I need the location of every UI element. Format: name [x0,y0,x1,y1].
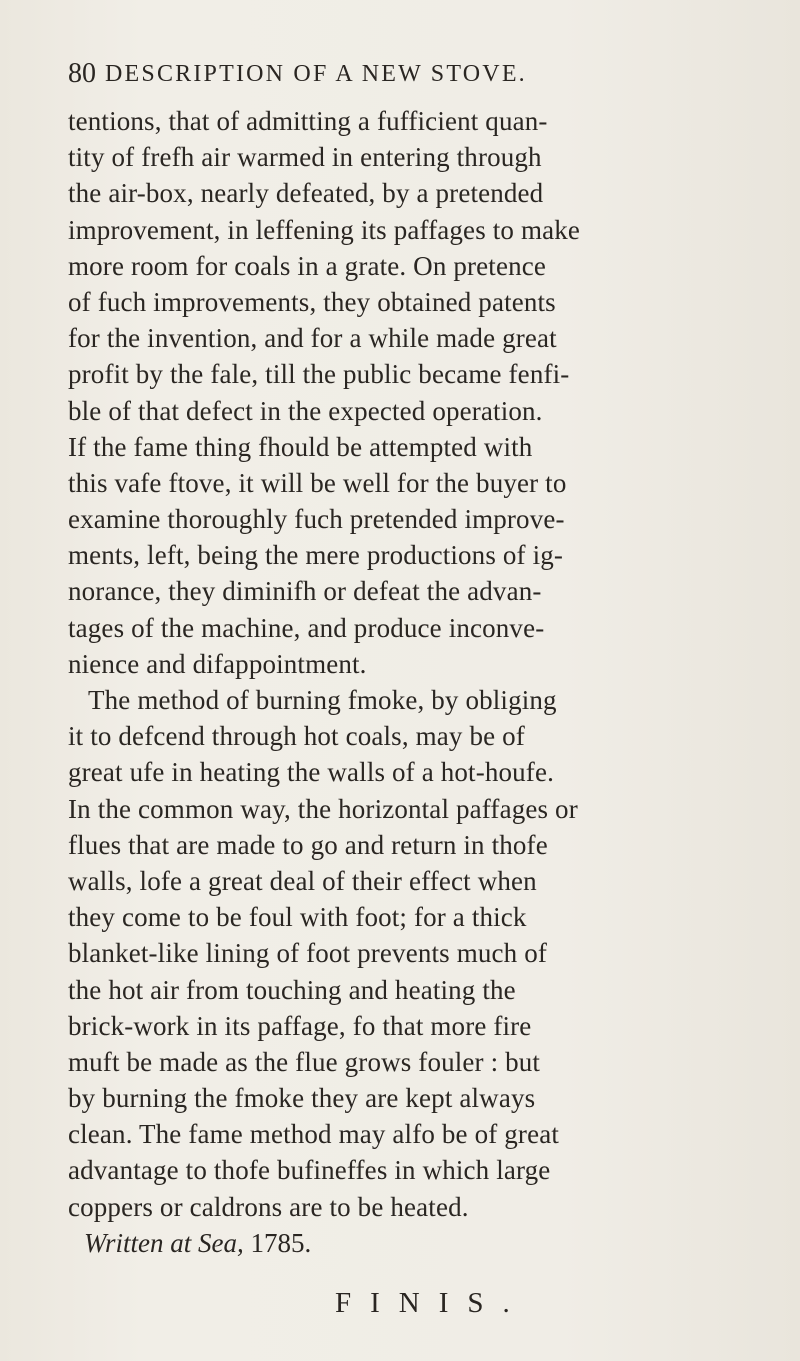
text-line: the air-box, nearly defeated, by a pretended [68,178,544,209]
running-head [68,58,748,98]
text-line: of fuch improvements, they obtained patents [68,286,556,317]
text-line: muft be made as the flue grows fouler : but [68,1046,541,1077]
text-line: examine thoroughly fuch pretended improve- [68,504,565,535]
text-line: flues that are made to go and return in thofe [68,829,548,860]
body-text [68,103,758,1261]
text-line: ble of that defect in the expected operation. [68,395,543,426]
signoff-year: 1785. [243,1227,312,1258]
text-line: If the fame thing fhould be attempted with [68,431,533,462]
page-number: 80 [68,58,96,89]
text-line: nience and difappointment. [68,648,367,679]
text-line: improvement, in leffening its paffages to make [68,214,581,245]
text-line: brick-work in its paffage, fo that more fire [68,1010,532,1041]
text-line: tages of the machine, and produce inconve- [68,612,545,643]
signoff [68,1225,758,1261]
text-line: for the invention, and for a while made great [68,323,557,354]
text-line: by burning the fmoke they are kept always [68,1083,536,1114]
text-line: blanket-like lining of foot prevents much of [68,938,547,969]
text-line: The method of burning fmoke, by obliging [88,685,557,715]
text-line: norance, they diminifh or defeat the advan- [68,576,542,607]
text-line: great ufe in heating the walls of a hot-houfe. [68,757,554,788]
signoff-place: Written at Sea, [84,1227,244,1258]
text-line: advantage to thofe bufineffes in which large [68,1155,551,1186]
text-line: the hot air from touching and heating the [68,974,516,1005]
text-line: coppers or caldrons are to be heated. [68,1191,469,1222]
text-line: tity of frefh air warmed in entering through [68,142,542,173]
text-line: In the common way, the horizontal paffages or [68,793,578,824]
text-line: profit by the fale, till the public became fenfi- [68,359,570,390]
text-line: tentions, that of admitting a fufficient quan- [68,106,548,136]
finis: FINIS. [335,1287,529,1319]
text-line: walls, lofe a great deal of their effect when [68,865,537,896]
text-line: this vafe ftove, it will be well for the buyer to [68,467,567,498]
running-title: DESCRIPTION OF A NEW STOVE. [105,61,527,87]
text-line: more room for coals in a grate. On pretence [68,250,547,281]
text-line: clean. The fame method may alfo be of great [68,1119,559,1150]
text-line: ments, left, being the mere productions of ig- [68,540,564,571]
text-line: they come to be foul with foot; for a thick [68,902,527,933]
text-line: it to defcend through hot coals, may be of [68,721,525,752]
